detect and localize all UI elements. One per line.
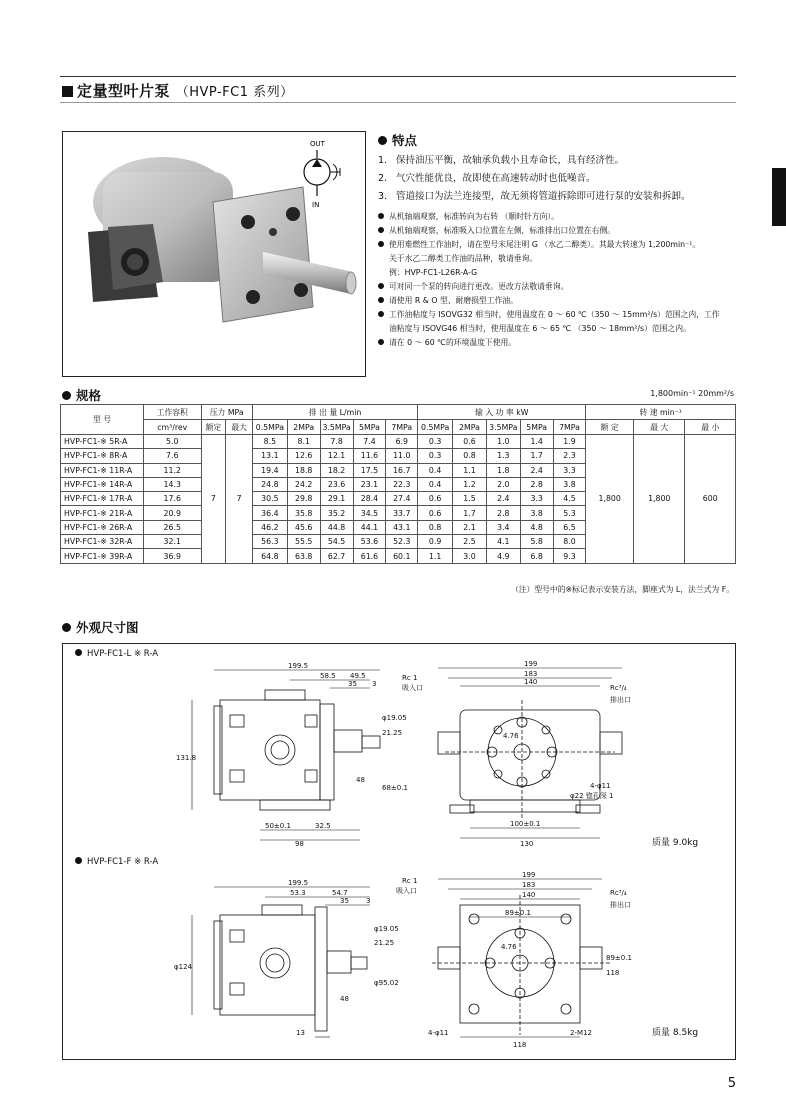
title-rule <box>60 102 736 103</box>
cell-power: 0.4 <box>418 477 453 491</box>
cell-power: 1.3 <box>486 449 520 463</box>
title-series: （HVP-FC1 系列） <box>175 85 294 100</box>
header-pcol: 7MPa <box>386 420 418 435</box>
feature-text: 保持油压平衡，故轴承负载小且寿命长，具有经济性。 <box>396 155 625 166</box>
dim-text: 183 <box>524 670 538 678</box>
spec-heading <box>62 386 101 404</box>
dim-text: 35 <box>340 897 349 905</box>
cell-power: 2.4 <box>486 492 520 506</box>
cell-flow: 24.2 <box>287 477 320 491</box>
feature-item <box>378 152 691 170</box>
features-list <box>378 152 691 206</box>
cell-power: 4.5 <box>553 492 586 506</box>
feature-number: 2. <box>378 173 388 184</box>
dim-text: 199 <box>524 660 538 668</box>
discharge-port-label: 排出口 <box>610 901 631 909</box>
cell-flow: 12.1 <box>320 449 353 463</box>
title-text: 定量型叶片泵 <box>77 82 171 100</box>
cell-flow: 11.6 <box>353 449 386 463</box>
cell-flow: 18.2 <box>320 463 353 477</box>
dim-text: 3 <box>372 680 377 688</box>
dim-text: 48 <box>340 995 349 1003</box>
cell-power: 4.1 <box>486 535 520 549</box>
drawing-f-views <box>170 865 730 1050</box>
cell-flow: 54.5 <box>320 535 353 549</box>
cell-flow: 27.4 <box>386 492 418 506</box>
cell-disp: 26.5 <box>143 520 201 534</box>
note-text: 使用难燃性工作油时，请在型号末尾注明 G （水乙二醇类）。其最大转速为 1,200min⁻¹。 <box>389 240 701 249</box>
cell-power: 3.4 <box>486 520 520 534</box>
dim-text: 89±0.1 <box>505 909 531 917</box>
feature-number: 3. <box>378 191 388 202</box>
cell-model: HVP-FC1-※ 11R-A <box>61 463 144 477</box>
cell-flow: 28.4 <box>353 492 386 506</box>
dim-text: φ95.02 <box>374 979 399 987</box>
header-speed: 转 速 min⁻¹ <box>586 405 736 420</box>
spec-condition: 1,800min⁻¹ 20mm²/s <box>650 389 734 398</box>
cell-flow: 8.5 <box>252 435 287 449</box>
cell-power: 8.0 <box>553 535 586 549</box>
cell-flow: 55.5 <box>287 535 320 549</box>
cell-flow: 33.7 <box>386 506 418 520</box>
cell-model: HVP-FC1-※ 14R-A <box>61 477 144 491</box>
table-row <box>61 435 736 449</box>
bullet-icon <box>378 136 387 145</box>
dim-text: 3 <box>366 897 371 905</box>
cell-flow: 29.1 <box>320 492 353 506</box>
cell-power: 3.3 <box>553 463 586 477</box>
cell-disp: 17.6 <box>143 492 201 506</box>
cell-power: 2.8 <box>520 477 553 491</box>
cell-power: 1.2 <box>453 477 487 491</box>
dim-text: 53.3 <box>290 889 306 897</box>
view-f-label <box>75 857 158 867</box>
bullet-icon <box>378 213 384 219</box>
cell-power: 6.5 <box>553 520 586 534</box>
cell-flow: 17.5 <box>353 463 386 477</box>
header-pcol: 2MPa <box>453 420 487 435</box>
cell-disp: 14.3 <box>143 477 201 491</box>
note-text: 从机轴端观察，标准吸入口位置在左侧，标准排出口位置在右侧。 <box>389 226 616 235</box>
header-displacement: 工作容积 <box>143 405 201 420</box>
discharge-port-label: 排出口 <box>610 696 631 704</box>
cell-flow: 36.4 <box>252 506 287 520</box>
cell-power: 0.6 <box>453 435 487 449</box>
note-item <box>378 294 720 308</box>
cell-model: HVP-FC1-※ 5R-A <box>61 435 144 449</box>
bullet-icon <box>378 241 384 247</box>
cell-model: HVP-FC1-※ 32R-A <box>61 535 144 549</box>
cell-power: 5.8 <box>520 535 553 549</box>
note-continuation: 关于水乙二醇类工作油的品种，敬请垂询。 <box>389 254 538 263</box>
cell-flow: 18.8 <box>287 463 320 477</box>
cell-flow: 24.8 <box>252 477 287 491</box>
dim-text: 100±0.1 <box>510 820 541 828</box>
mass-f: 质量 8.5kg <box>652 1028 699 1038</box>
header-flow: 排 出 量 L/min <box>252 405 417 420</box>
header-max: 最大 <box>226 420 253 435</box>
dim-text: Rc³/₄ <box>610 889 627 897</box>
cell-flow: 45.6 <box>287 520 320 534</box>
bullet-icon <box>75 857 82 864</box>
dim-text: 98 <box>295 840 304 848</box>
dim-text: 140 <box>524 678 538 686</box>
cell-flow: 63.8 <box>287 549 320 563</box>
cell-power: 2.1 <box>453 520 487 534</box>
cell-flow: 13.1 <box>252 449 287 463</box>
cell-power: 0.3 <box>418 449 453 463</box>
bullet-icon <box>378 227 384 233</box>
cell-flow: 11.0 <box>386 449 418 463</box>
header-model: 型 号 <box>61 405 144 435</box>
cell-power: 2.5 <box>453 535 487 549</box>
cell-power: 1.7 <box>520 449 553 463</box>
section-tab-mark <box>772 168 786 226</box>
dim-text: 21.25 <box>382 729 403 737</box>
cell-flow: 62.7 <box>320 549 353 563</box>
cell-power: 2.8 <box>486 506 520 520</box>
dim-text: 199.5 <box>288 879 309 887</box>
header-pcol: 0.5MPa <box>418 420 453 435</box>
header-rated: 额定 <box>201 420 226 435</box>
header-pcol: 0.5MPa <box>252 420 287 435</box>
header-pcol: 3.5MPa <box>320 420 353 435</box>
cell-flow: 53.6 <box>353 535 386 549</box>
notes-list <box>378 210 720 350</box>
cell-power: 0.9 <box>418 535 453 549</box>
dim-text: 54.7 <box>332 889 348 897</box>
feature-text: 管道接口为法兰连接型，故无须将管道拆除即可进行泵的安装和拆卸。 <box>396 191 691 202</box>
header-speed-rated: 额 定 <box>586 420 634 435</box>
cell-flow: 64.8 <box>252 549 287 563</box>
header-pcol: 2MPa <box>287 420 320 435</box>
cell-power: 1.4 <box>520 435 553 449</box>
cell-disp: 11.2 <box>143 463 201 477</box>
dim-text: 13 <box>296 1029 305 1037</box>
cell-disp: 20.9 <box>143 506 201 520</box>
dim-text: φ124 <box>174 963 192 971</box>
cell-flow: 43.1 <box>386 520 418 534</box>
bullet-icon <box>75 649 82 656</box>
cell-power: 2.0 <box>486 477 520 491</box>
bullet-icon <box>378 297 384 303</box>
cell-disp: 36.9 <box>143 549 201 563</box>
note-item <box>378 210 720 224</box>
cell-power: 1.0 <box>486 435 520 449</box>
cell-model: HVP-FC1-※ 39R-A <box>61 549 144 563</box>
cell-flow: 35.2 <box>320 506 353 520</box>
bullet-icon <box>62 623 71 632</box>
dim-text: 50±0.1 <box>265 822 291 830</box>
cell-power: 1.5 <box>453 492 487 506</box>
cell-flow: 12.6 <box>287 449 320 463</box>
dim-text: φ19.05 <box>374 925 399 933</box>
dim-text: 118 <box>606 969 620 977</box>
symbol-out-label: OUT <box>310 140 325 148</box>
view-f-label-text: HVP-FC1-F ※ R-A <box>87 857 159 867</box>
top-rule <box>60 76 736 77</box>
header-pcol: 3.5MPa <box>486 420 520 435</box>
header-pcol: 5MPa <box>520 420 553 435</box>
cell-power: 2.3 <box>553 449 586 463</box>
cell-flow: 7.8 <box>320 435 353 449</box>
bullet-icon <box>378 283 384 289</box>
dim-text: 199.5 <box>288 662 309 670</box>
dim-text: 199 <box>522 871 536 879</box>
cell-flow: 23.6 <box>320 477 353 491</box>
cell-disp: 32.1 <box>143 535 201 549</box>
spec-heading-text: 规格 <box>76 388 102 403</box>
cell-power: 5.3 <box>553 506 586 520</box>
dim-text: 4.76 <box>501 943 517 951</box>
dim-text: φ19.05 <box>382 714 407 722</box>
dim-text: 131.8 <box>176 754 197 762</box>
cell-disp: 7.6 <box>143 449 201 463</box>
cell-rated-pressure: 7 <box>201 435 226 564</box>
cell-power: 0.8 <box>453 449 487 463</box>
cell-max-pressure: 7 <box>226 435 253 564</box>
cell-power: 1.7 <box>453 506 487 520</box>
cell-flow: 7.4 <box>353 435 386 449</box>
cell-power: 3.8 <box>553 477 586 491</box>
cell-power: 1.8 <box>486 463 520 477</box>
header-speed-min: 最 小 <box>685 420 736 435</box>
drawing-heading <box>62 618 139 636</box>
symbol-in-label: IN <box>312 201 320 209</box>
drawing-heading-text: 外观尺寸图 <box>76 620 139 635</box>
dim-text: 68±0.1 <box>382 784 408 792</box>
note-example: 例：HVP-FC1-L26R-A-G <box>389 268 478 277</box>
suction-port-label: 吸入口 <box>396 887 417 895</box>
note-continuation: 油粘度与 ISOVG46 相当时，使用温度在 6 ～ 65 ℃ （350 ～ 18mm²/s）范围之内。 <box>389 324 691 333</box>
cell-model: HVP-FC1-※ 26R-A <box>61 520 144 534</box>
dim-text: Rc 1 <box>402 674 418 682</box>
header-power: 输 入 功 率 kW <box>418 405 586 420</box>
note-text: 可对同一个泵的转向进行更改。更改方法敬请垂询。 <box>389 282 569 291</box>
note-text: 请在 0 ～ 60 ℃的环境温度下使用。 <box>389 338 517 347</box>
cell-model: HVP-FC1-※ 21R-A <box>61 506 144 520</box>
cell-flow: 44.1 <box>353 520 386 534</box>
view-l-label <box>75 649 158 659</box>
cell-speed-rated: 1,800 <box>586 435 634 564</box>
cell-power: 0.3 <box>418 435 453 449</box>
dim-text: Rc 1 <box>402 877 418 885</box>
dim-text: 35 <box>348 680 357 688</box>
cell-flow: 56.3 <box>252 535 287 549</box>
dim-text: 4.76 <box>503 732 519 740</box>
cell-power: 0.6 <box>418 506 453 520</box>
dim-text: 183 <box>522 881 536 889</box>
note-text: 请使用 R & O 型、耐磨损型工作油。 <box>389 296 518 305</box>
cell-flow: 52.3 <box>386 535 418 549</box>
header-pcol: 5MPa <box>353 420 386 435</box>
cell-power: 4.9 <box>486 549 520 563</box>
bullet-icon <box>378 311 384 317</box>
cell-power: 6.8 <box>520 549 553 563</box>
cell-flow: 6.9 <box>386 435 418 449</box>
feature-item <box>378 170 691 188</box>
dim-text: 32.5 <box>315 822 331 830</box>
header-pcol: 7MPa <box>553 420 586 435</box>
feature-item <box>378 188 691 206</box>
cell-power: 1.1 <box>418 549 453 563</box>
cell-power: 3.0 <box>453 549 487 563</box>
page-title <box>62 80 294 101</box>
bullet-icon <box>62 391 71 400</box>
cell-power: 1.1 <box>453 463 487 477</box>
note-item <box>378 224 720 238</box>
features-heading <box>378 131 417 149</box>
spec-footnote: （注）型号中的※标记表示安装方法，脚座式为 L，法兰式为 F。 <box>510 585 734 594</box>
dim-text: 89±0.1 <box>606 954 632 962</box>
cell-flow: 19.4 <box>252 463 287 477</box>
cell-flow: 46.2 <box>252 520 287 534</box>
dim-text: φ22 锪孔深 1 <box>570 792 614 800</box>
spec-table <box>60 404 736 564</box>
cell-flow: 44.8 <box>320 520 353 534</box>
cell-flow: 61.6 <box>353 549 386 563</box>
cell-power: 2.4 <box>520 463 553 477</box>
spec-subheader-row <box>61 420 736 435</box>
cell-power: 3.8 <box>520 506 553 520</box>
cell-flow: 60.1 <box>386 549 418 563</box>
cell-power: 0.6 <box>418 492 453 506</box>
note-text: 工作油粘度与 ISOVG32 相当时，使用温度在 0 ～ 60 ℃（350 ～ 15mm²/s）范围之内，工作 <box>389 310 720 319</box>
cell-power: 0.8 <box>418 520 453 534</box>
note-item <box>378 280 720 294</box>
cell-flow: 16.7 <box>386 463 418 477</box>
dim-text: 2-M12 <box>570 1029 592 1037</box>
dim-text: 21.25 <box>374 939 395 947</box>
cell-power: 1.9 <box>553 435 586 449</box>
cell-flow: 22.3 <box>386 477 418 491</box>
cell-power: 0.4 <box>418 463 453 477</box>
cell-flow: 23.1 <box>353 477 386 491</box>
dim-text: 49.5 <box>350 672 366 680</box>
header-speed-max: 最 大 <box>633 420 685 435</box>
cell-speed-max: 1,800 <box>633 435 685 564</box>
dim-text: 130 <box>520 840 534 848</box>
cell-flow: 30.5 <box>252 492 287 506</box>
dim-text: Rc³/₄ <box>610 684 627 692</box>
cell-disp: 5.0 <box>143 435 201 449</box>
hydraulic-symbol <box>300 136 362 210</box>
feature-text: 气穴性能优良，故即使在高速转动时也低噪音。 <box>396 173 596 184</box>
dim-text: 4-φ11 <box>590 782 611 790</box>
note-item <box>378 238 720 252</box>
bullet-icon <box>378 339 384 345</box>
cell-flow: 34.5 <box>353 506 386 520</box>
cell-power: 3.3 <box>520 492 553 506</box>
cell-flow: 29.8 <box>287 492 320 506</box>
cell-model: HVP-FC1-※ 8R-A <box>61 449 144 463</box>
drawing-l-views <box>170 660 730 850</box>
mass-l: 质量 9.0kg <box>652 838 699 848</box>
dim-text: 4-φ11 <box>428 1029 449 1037</box>
feature-number: 1. <box>378 155 388 166</box>
header-pressure: 压力 MPa <box>201 405 252 420</box>
dim-text: 140 <box>522 891 536 899</box>
dim-text: 118 <box>513 1041 527 1049</box>
note-text: 从机轴端观察，标准转向为右转 （顺时针方向）。 <box>389 212 560 221</box>
header-displacement-unit: cm³/rev <box>143 420 201 435</box>
cell-flow: 35.8 <box>287 506 320 520</box>
note-item <box>378 336 720 350</box>
cell-model: HVP-FC1-※ 17R-A <box>61 492 144 506</box>
cell-speed-min: 600 <box>685 435 736 564</box>
page-number: 5 <box>727 1076 736 1091</box>
cell-flow: 8.1 <box>287 435 320 449</box>
features-heading-text: 特点 <box>392 133 418 148</box>
dim-text: 48 <box>356 776 365 784</box>
cell-power: 4.8 <box>520 520 553 534</box>
square-bullet-icon <box>62 86 73 97</box>
spec-header-row <box>61 405 736 420</box>
cell-power: 9.3 <box>553 549 586 563</box>
dim-text: 58.5 <box>320 672 336 680</box>
note-item <box>378 308 720 322</box>
suction-port-label: 吸入口 <box>402 684 423 692</box>
view-l-label-text: HVP-FC1-L ※ R-A <box>87 649 159 659</box>
